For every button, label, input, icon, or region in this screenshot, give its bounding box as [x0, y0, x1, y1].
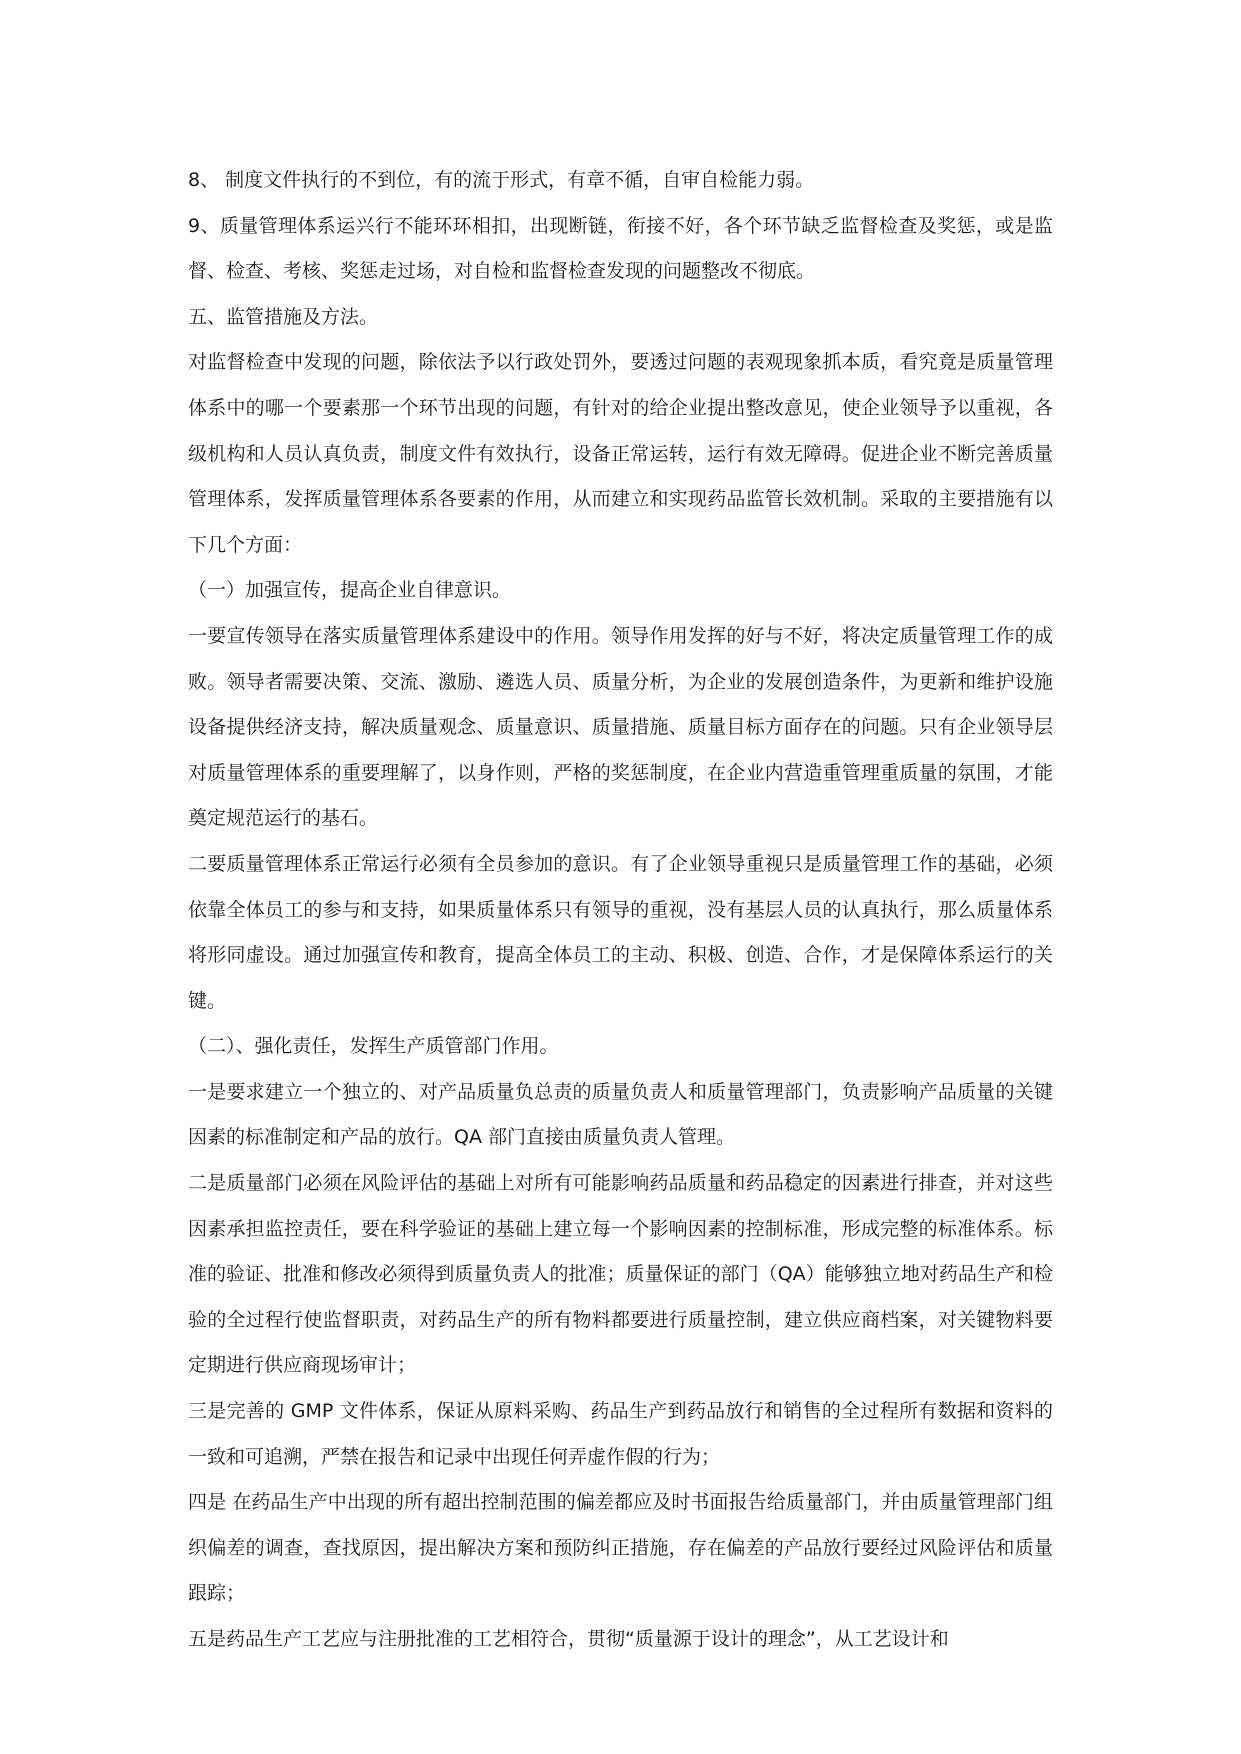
subheading-2: （二）、强化责任，发挥生产质管部门作用。 — [188, 1035, 559, 1058]
paragraph-point-4: 四是 在药品生产中出现的所有超出控制范围的偏差都应及时书面报告给质量部门，并由质量管理部门组织偏差的调查，查找原因，提出解决方案和预防纠正措施，存在偏差的产品放行要经过风险评估和质量跟踪； — [188, 1491, 1053, 1605]
paragraph-all-staff: 二要质量管理体系正常运行必须有全员参加的意识。有了企业领导重视只是质量管理工作的基础，必须依靠全体员工的参与和支持，如果质量体系只有领导的重视，没有基层人员的认真执行，那么质量体系将形同虚设。通过加强宣传和教育，提高全体员工的主动、积极、创造、合作，才是保障体系运行的关键。 — [188, 852, 1053, 1012]
document-body — [188, 158, 1053, 1663]
paragraph-point-5: 五是药品生产工艺应与注册批准的工艺相符合，贯彻“质量源于设计的理念”，从工艺设计和 — [188, 1628, 949, 1650]
paragraph-point-2: 二是质量部门必须在风险评估的基础上对所有可能影响药品质量和药品稳定的因素进行排查，并对这些因素承担监控责任，要在科学验证的基础上建立每一个影响因素的控制标准，形成完整的标准体系。标准的验证、批准和修改必须得到质量负责人的批准；质量保证的部门（QA）能够独立地对药品生产和检验的全过程行使监督职责，对药品生产的所有物料都要进行质量控制，建立供应商档案，对关键物料要定期进行供应商现场审计； — [188, 1172, 1053, 1377]
section-heading-5: 五、监管措施及方法。 — [188, 305, 379, 328]
subheading-1: （一）加强宣传，提高企业自律意识。 — [188, 579, 512, 602]
paragraph-item-8: 8、 制度文件执行的不到位，有的流于形式，有章不循，自审自检能力弱。 — [188, 169, 815, 191]
paragraph-item-9: 9、质量管理体系运兴行不能环环相扣，出现断链，衔接不好，各个环节缺乏监督检查及奖惩，或是监督、检查、考核、奖惩走过场，对自检和监督检查发现的问题整改不彻底。 — [188, 214, 1053, 283]
paragraph-point-1: 一是要求建立一个独立的、对产品质量负总责的质量负责人和质量管理部门，负责影响产品质量的关键因素的标准制定和产品的放行。QA 部门直接由质量负责人管理。 — [188, 1080, 1053, 1149]
paragraph-leadership: 一要宣传领导在落实质量管理体系建设中的作用。领导作用发挥的好与不好，将决定质量管理工作的成败。领导者需要决策、交流、激励、遴选人员、质量分析，为企业的发展创造条件，为更新和维护设施设备提供经济支持，解决质量观念、质量意识、质量措施、质量目标方面存在的问题。只有企业领导层对质量管理体系的重要理解了，以身作则，严格的奖惩制度，在企业内营造重管理重质量的氛围，才能奠定规范运行的基石。 — [188, 624, 1053, 830]
paragraph-point-3: 三是完善的 GMP 文件体系，保证从原料采购、药品生产到药品放行和销售的全过程所有数据和资料的一致和可追溯，严禁在报告和记录中出现任何弄虚作假的行为； — [188, 1400, 1053, 1468]
paragraph-measures-intro: 对监督检查中发现的问题，除依法予以行政处罚外，要透过问题的表观现象抓本质，看究竟是质量管理体系中的哪一个要素那一个环节出现的问题，有针对的给企业提出整改意见，使企业领导予以重视，各级机构和人员认真负责，制度文件有效执行，设备正常运转，运行有效无障碍。促进企业不断完善质量管理体系，发挥质量管理体系各要素的作用，从而建立和实现药品监管长效机制。采取的主要措施有以下几个方面： — [188, 351, 1053, 556]
